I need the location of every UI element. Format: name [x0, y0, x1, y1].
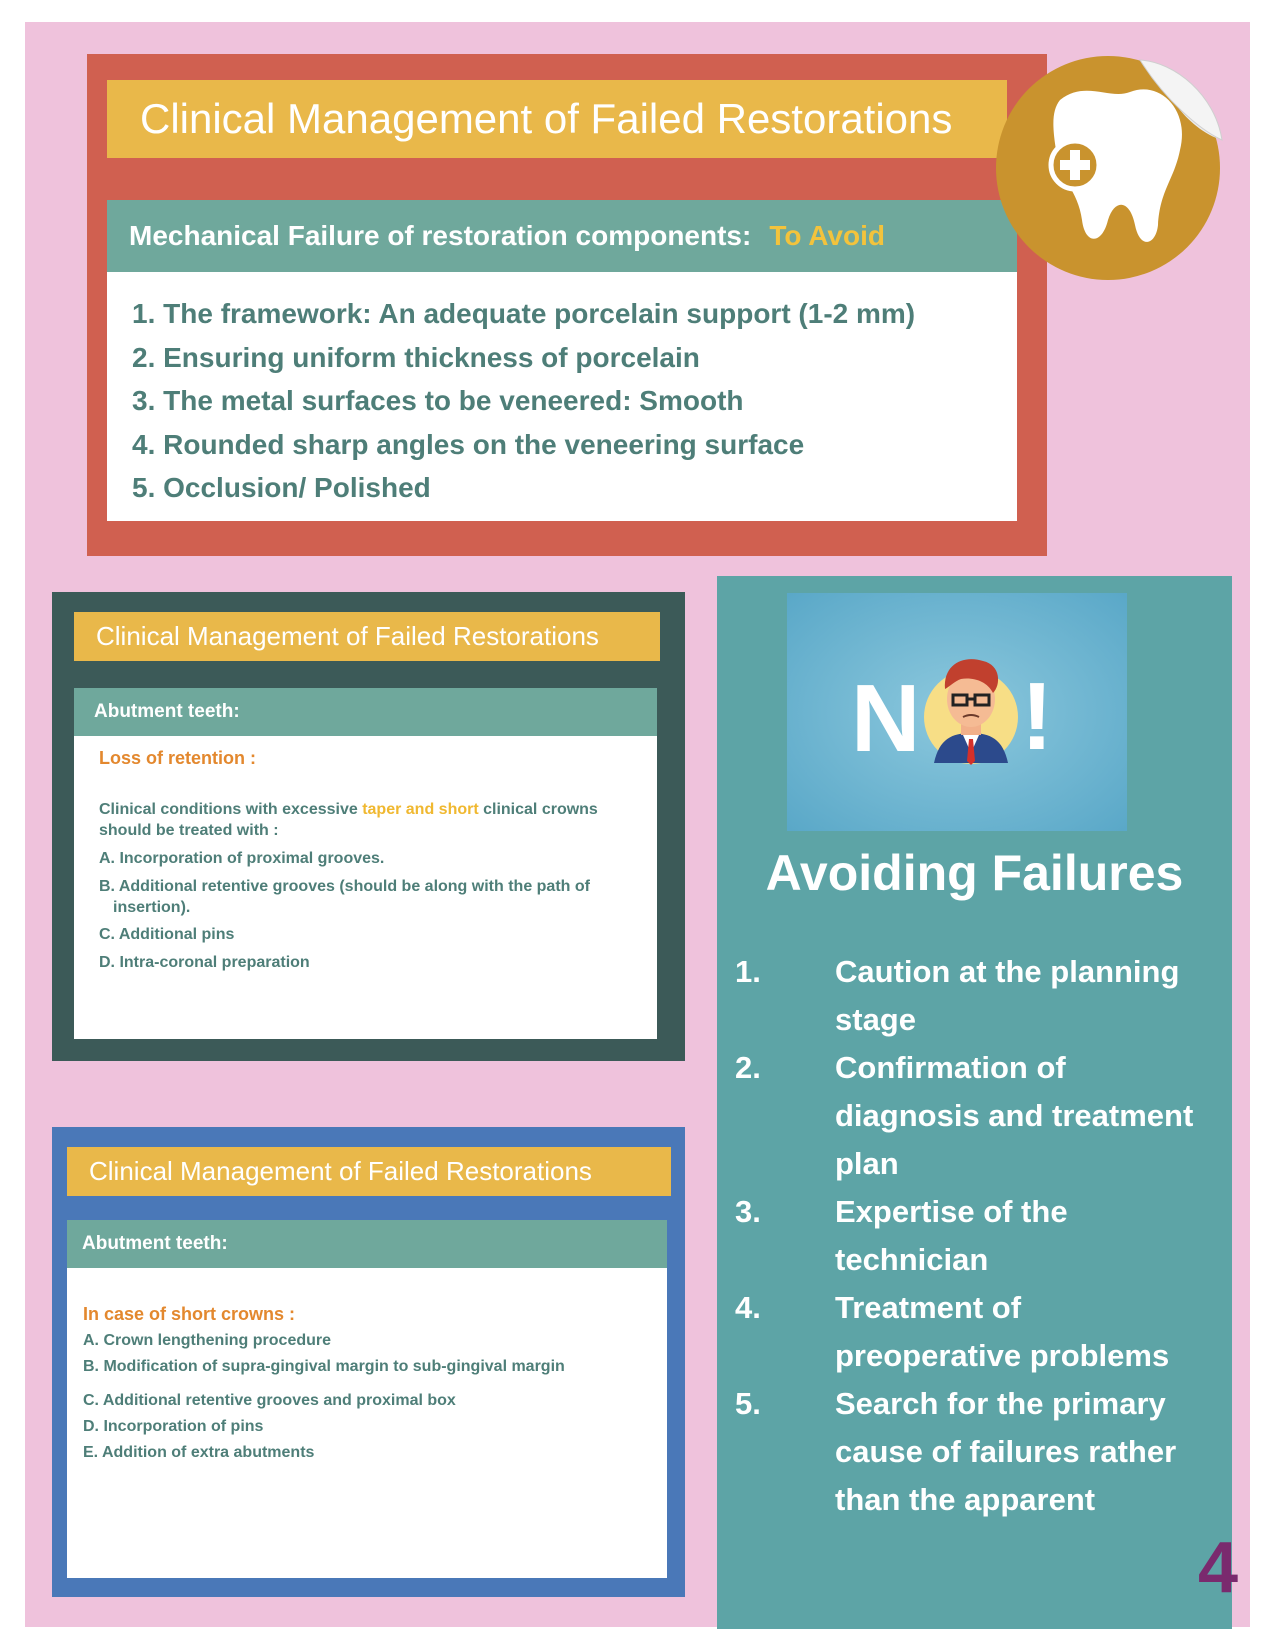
- list-item: E. Addition of extra abutments: [83, 1444, 315, 1461]
- no-letter-n: N: [851, 665, 921, 772]
- no-exclamation: !: [1021, 663, 1053, 770]
- list-item: 4. Rounded sharp angles on the veneering surface: [132, 428, 805, 460]
- list-item: 2. Ensuring uniform thickness of porcelain: [132, 341, 700, 373]
- avoiding-failures-list: [735, 948, 1215, 1524]
- panel3-subtitle: Abutment teeth:: [67, 1220, 667, 1268]
- list-item: B. Additional retentive grooves (should be along with the path of insertion).: [99, 878, 590, 916]
- list-item: A. Incorporation of proximal grooves.: [99, 850, 385, 867]
- list-item: C. Additional retentive grooves and proximal box: [83, 1392, 456, 1409]
- panel2-subtitle: Abutment teeth:: [74, 688, 657, 736]
- list-text: Search for the primary cause of failures rather than the apparent: [835, 1386, 1177, 1517]
- list-item: 3. The metal surfaces to be veneered: Smooth: [132, 385, 744, 416]
- list-item: A. Crown lengthening procedure: [83, 1332, 332, 1349]
- list-item: [735, 948, 1215, 1044]
- list-item: D. Incorporation of pins: [83, 1418, 264, 1435]
- list-item: [735, 1188, 1215, 1284]
- panel2-content: [74, 736, 657, 1039]
- intro-text: Clinical conditions with excessive: [99, 801, 363, 818]
- list-item: 1. The framework: An adequate porcelain support (1-2 mm): [132, 298, 916, 329]
- panel2-intro: [99, 799, 619, 841]
- list-item: [735, 1380, 1215, 1524]
- short-crowns-heading: In case of short crowns :: [83, 1304, 296, 1324]
- list-number: 5.: [735, 1386, 761, 1421]
- avoiding-failures-heading: Avoiding Failures: [765, 845, 1184, 901]
- panel3-content: [67, 1268, 667, 1578]
- list-item: B. Modification of supra-gingival margin to sub-gingival margin: [83, 1358, 565, 1375]
- list-item: C. Additional pins: [99, 926, 235, 943]
- list-number: 4.: [735, 1290, 761, 1325]
- panel3-title: Clinical Management of Failed Restorations: [67, 1147, 671, 1196]
- to-avoid-label: To Avoid: [769, 220, 885, 251]
- panel2-title: Clinical Management of Failed Restorations: [74, 612, 660, 661]
- list-number: 3.: [735, 1194, 761, 1229]
- loss-of-retention-heading: Loss of retention :: [99, 748, 256, 768]
- short-crowns-panel: [52, 1127, 685, 1597]
- list-item: 5. Occlusion/ Polished: [132, 472, 431, 503]
- list-item: [735, 1284, 1215, 1380]
- avoiding-failures-panel: [717, 576, 1232, 1629]
- intro-text-end: clinical crowns should be treated with :: [99, 801, 598, 839]
- list-text: Expertise of the technician: [835, 1194, 1068, 1277]
- panel1-subtitle: [107, 200, 1017, 272]
- list-text: Confirmation of diagnosis and treatment plan: [835, 1050, 1194, 1181]
- list-item: D. Intra-coronal preparation: [99, 954, 310, 971]
- no-man-illustration: [787, 593, 1127, 831]
- page-number: 4: [1198, 1528, 1239, 1608]
- list-text: Treatment of preoperative problems: [835, 1290, 1170, 1373]
- panel1-list-box: [107, 272, 1017, 521]
- list-item: [735, 1044, 1215, 1188]
- loss-of-retention-panel: [52, 592, 685, 1061]
- panel1-list: [132, 292, 915, 510]
- list-number: 2.: [735, 1050, 761, 1085]
- list-text: Caution at the planning stage: [835, 954, 1180, 1037]
- list-number: 1.: [735, 954, 761, 989]
- tooth-plus-icon: [990, 40, 1235, 280]
- panel1-title: Clinical Management of Failed Restorations: [107, 80, 1007, 158]
- intro-highlight: taper and short: [362, 801, 479, 818]
- mechanical-failure-panel: [87, 54, 1047, 556]
- panel1-subtitle-text: Mechanical Failure of restoration components:: [129, 220, 752, 251]
